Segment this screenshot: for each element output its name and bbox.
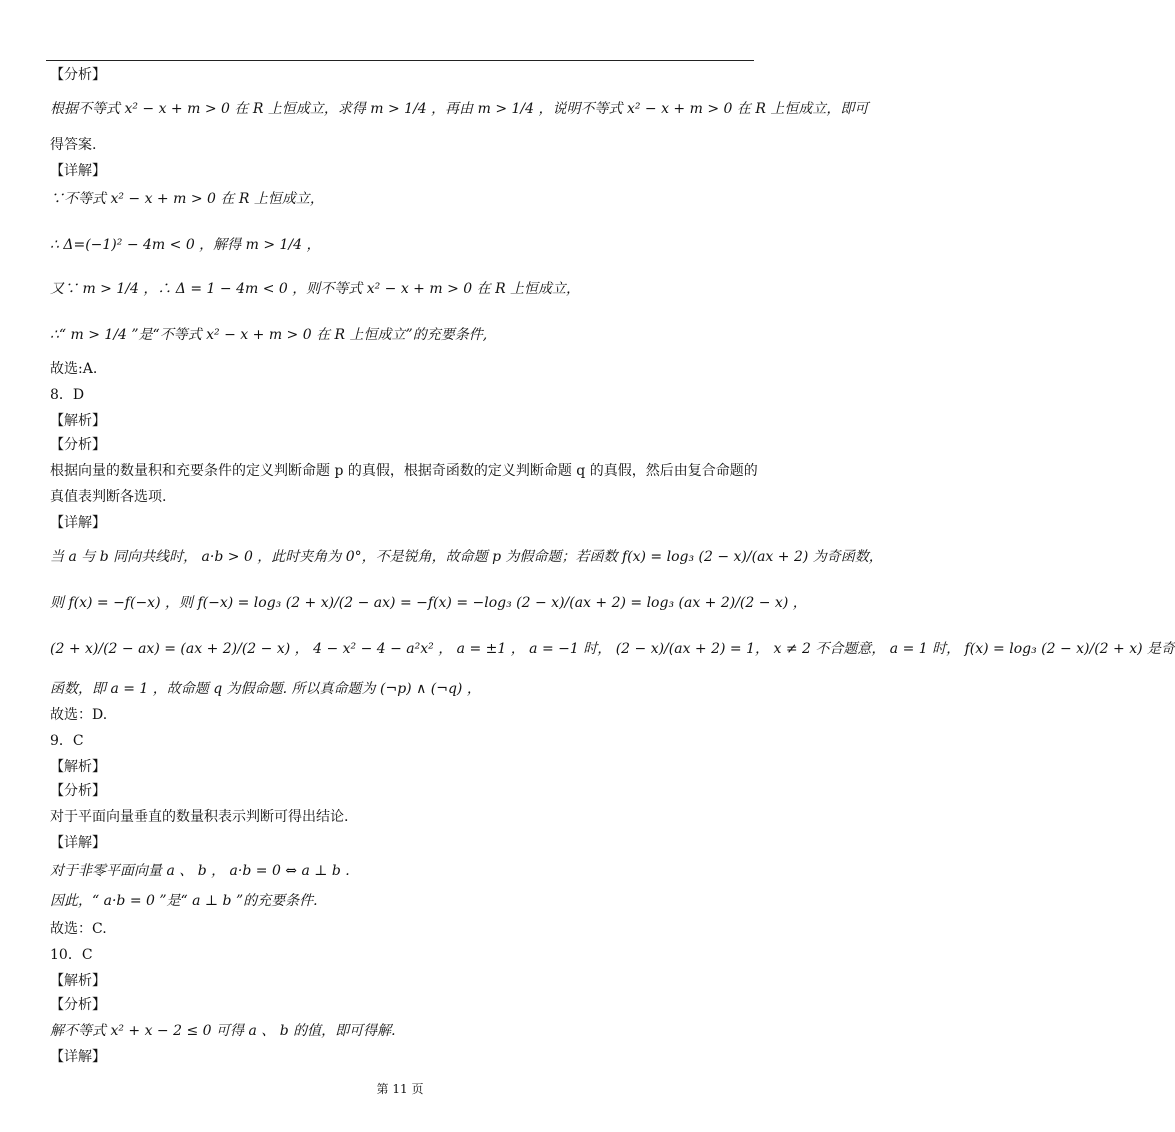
section-label-detail: 【详解】	[50, 835, 106, 851]
section-label-detail: 【详解】	[50, 515, 106, 531]
detail-line: 则 f(x) = −f(−x) ，则 f(−x) = log₃ (2 + x)/(2 − ax) = −f(x) = −log₃ (2 − x)/(ax + 2) = log₃ (ax + 2)/(2 − x) ，	[50, 595, 807, 611]
detail-line: (2 + x)/(2 − ax) = (ax + 2)/(2 − x) ， 4 − x² − 4 − a²x² ， a = ±1 ， a = −1 时， (2 − x)/(ax + 2) = 1， x ≠ 2 不合题意， a = 1 时， f(x) = log₃ (2 − x)/(2 + x) 是奇	[50, 641, 1175, 657]
detail-line: 因此，“ a·b = 0 ”是“ a ⊥ b ”的充要条件.	[50, 893, 318, 909]
detail-line-3: 又∵ m > 1/4 ，∴ Δ = 1 − 4m < 0 ，则不等式 x² − x + m > 0 在 R 上恒成立，	[50, 281, 581, 297]
section-label-solution: 【解析】	[50, 413, 106, 429]
section-label-solution: 【解析】	[50, 973, 106, 989]
detail-line: 当 a 与 b 同向共线时， a·b > 0 ，此时夹角为 0°，不是锐角，故命题 p 为假命题；若函数 f(x) = log₃ (2 − x)/(ax + 2) 为奇函数，	[50, 549, 883, 565]
answer-line-7: 故选:A.	[50, 361, 98, 377]
analysis-text: 真值表判断各选项.	[50, 489, 167, 505]
detail-line-2: ∴ Δ=(−1)² − 4m < 0 ，解得 m > 1/4 ，	[50, 237, 321, 253]
section-label-analysis: 【分析】	[50, 783, 106, 799]
section-label-detail: 【详解】	[50, 1049, 106, 1065]
detail-line-1: ∵不等式 x² − x + m > 0 在 R 上恒成立，	[50, 191, 324, 207]
analysis-text: 解不等式 x² + x − 2 ≤ 0 可得 a 、 b 的值，即可得解.	[50, 1023, 396, 1039]
page-footer: 第 11 页	[376, 1082, 424, 1096]
question-10-header: 10．C	[50, 947, 93, 963]
section-label-detail: 【详解】	[50, 163, 106, 179]
section-label-solution: 【解析】	[50, 759, 106, 775]
analysis-text: 根据向量的数量积和充要条件的定义判断命题 p 的真假，根据奇函数的定义判断命题 q 的真假，然后由复合命题的	[50, 463, 758, 479]
detail-line: 对于非零平面向量 a 、 b ， a·b = 0 ⇔ a ⊥ b .	[50, 863, 350, 879]
section-label-analysis: 【分析】	[50, 67, 106, 83]
analysis-text: 对于平面向量垂直的数量积表示判断可得出结论.	[50, 809, 349, 825]
section-label-analysis: 【分析】	[50, 437, 106, 453]
analysis-text-2: 得答案.	[50, 137, 97, 153]
question-9-header: 9．C	[50, 733, 84, 749]
analysis-text-1: 根据不等式 x² − x + m > 0 在 R 上恒成立，求得 m > 1/4 ，再由 m > 1/4 ，说明不等式 x² − x + m > 0 在 R 上恒成立，即可	[50, 101, 869, 117]
top-rule	[46, 60, 754, 61]
answer-line-8: 故选：D.	[50, 707, 108, 723]
question-8-header: 8．D	[50, 387, 85, 403]
detail-line-4: ∴“ m > 1/4 ”是“不等式 x² − x + m > 0 在 R 上恒成立”的充要条件,	[50, 327, 488, 343]
detail-line: 函数，即 a = 1 ，故命题 q 为假命题. 所以真命题为 (¬p) ∧ (¬q) ，	[50, 681, 481, 697]
answer-line-9: 故选：C.	[50, 921, 107, 937]
section-label-analysis: 【分析】	[50, 997, 106, 1013]
